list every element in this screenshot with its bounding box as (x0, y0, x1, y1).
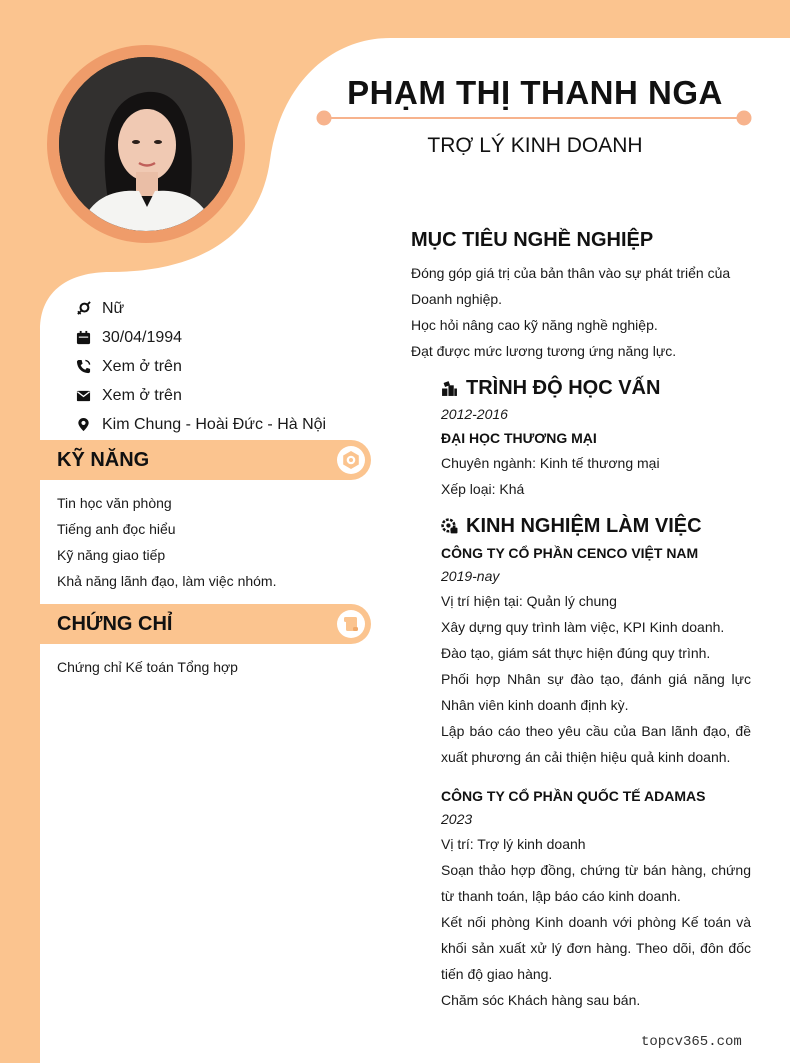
contact-text: Nữ (102, 299, 125, 317)
list-item: Phối hợp Nhân sự đào tạo, đánh giá năng lực Nhân viên kinh doanh định kỳ. (441, 671, 751, 713)
list-item: Đào tạo, giám sát thực hiện đúng quy trình. (441, 645, 711, 661)
contact-gender (76, 294, 326, 323)
education-major: Chuyên ngành: Kinh tế thương mại (441, 455, 660, 471)
list-item: Tiếng anh đọc hiểu (57, 521, 176, 537)
calendar-icon (76, 330, 91, 345)
phone-icon (76, 359, 91, 374)
experience-header (441, 515, 702, 538)
job-period: 2023 (441, 811, 473, 827)
avatar (47, 45, 245, 243)
job-duties (441, 831, 751, 1013)
job-period: 2019-nay (441, 568, 500, 584)
contact-info (76, 294, 326, 439)
list-item: Tin học văn phòng (57, 495, 172, 511)
contact-text: 30/04/1994 (102, 328, 183, 346)
education-title: TRÌNH ĐỘ HỌC VẤN (466, 377, 661, 399)
location-pin-icon (76, 417, 91, 432)
certificates-list (57, 654, 238, 680)
education-header (441, 377, 660, 400)
objective-text (411, 260, 730, 364)
job-company: CÔNG TY CỔ PHẦN CENCO VIỆT NAM (441, 545, 699, 561)
contact-text: Xem ở trên (102, 357, 182, 375)
skills-title: KỸ NĂNG (57, 449, 150, 471)
name-divider (316, 110, 752, 126)
experience-title: KINH NGHIỆM LÀM VIỆC (466, 515, 702, 537)
list-item: Soạn thảo hợp đồng, chứng từ bán hàng, chứng từ thanh toán, lập báo cáo kinh doanh. (441, 862, 751, 904)
list-item: Kỹ năng giao tiếp (57, 547, 166, 563)
job-title: TRỢ LÝ KINH DOANH (427, 134, 643, 157)
contact-phone (76, 352, 326, 381)
contact-text: Kim Chung - Hoài Đức - Hà Nội (102, 415, 327, 433)
education-details (441, 450, 660, 502)
envelope-icon (76, 388, 91, 403)
contact-text: Xem ở trên (102, 386, 182, 404)
list-item: Lập báo cáo theo yêu cầu của Ban lãnh đạo, đề xuất phương án cải thiện hiệu quả kinh doanh. (441, 723, 751, 765)
education-period: 2012-2016 (441, 406, 508, 422)
skills-header (40, 440, 371, 480)
contact-birthday (76, 323, 326, 352)
objective-title: MỤC TIÊU NGHỀ NGHIỆP (411, 229, 654, 251)
objective-line: Học hỏi nâng cao kỹ năng nghề nghiệp. (411, 317, 658, 333)
list-item: Vị trí: Trợ lý kinh doanh (441, 836, 586, 852)
list-item: Chăm sóc Khách hàng sau bán. (441, 992, 641, 1008)
skills-list (57, 490, 276, 594)
scroll-icon (341, 614, 361, 634)
certificates-title: CHỨNG CHỈ (57, 613, 173, 635)
objective-line: Đóng góp giá trị của bản thân vào sự phát triển của (411, 265, 731, 281)
list-item: Chứng chỉ Kế toán Tổng hợp (57, 659, 238, 675)
candidate-name: PHẠM THỊ THANH NGA (347, 74, 723, 111)
watermark: topcv365.com (641, 1034, 742, 1050)
certificates-header (40, 604, 371, 644)
briefcase-gear-icon (441, 518, 458, 535)
skills-badge (337, 446, 365, 474)
list-item: Kết nối phòng Kinh doanh với phòng Kế toán và khối sản xuất xử lý đơn hàng. Theo dõi, đôn đốc tiến độ giao hàng. (441, 914, 751, 982)
profile-photo (59, 57, 233, 231)
books-icon (441, 380, 458, 397)
list-item: Vị trí hiện tại: Quản lý chung (441, 593, 617, 609)
contact-address (76, 410, 326, 439)
list-item: Khả năng lãnh đạo, làm việc nhóm. (57, 573, 277, 589)
certificates-badge (337, 610, 365, 638)
gear-icon (341, 450, 361, 470)
job-company: CÔNG TY CỔ PHẦN QUỐC TẾ ADAMAS (441, 788, 706, 804)
education-grade: Xếp loại: Khá (441, 481, 525, 497)
objective-line: Doanh nghiệp. (411, 291, 503, 307)
education-school: ĐẠI HỌC THƯƠNG MẠI (441, 430, 597, 446)
gender-icon (76, 301, 91, 316)
objective-line: Đạt được mức lương tương ứng năng lực. (411, 343, 677, 359)
contact-email (76, 381, 326, 410)
job-duties (441, 588, 751, 770)
list-item: Xây dựng quy trình làm việc, KPI Kinh doanh. (441, 619, 725, 635)
